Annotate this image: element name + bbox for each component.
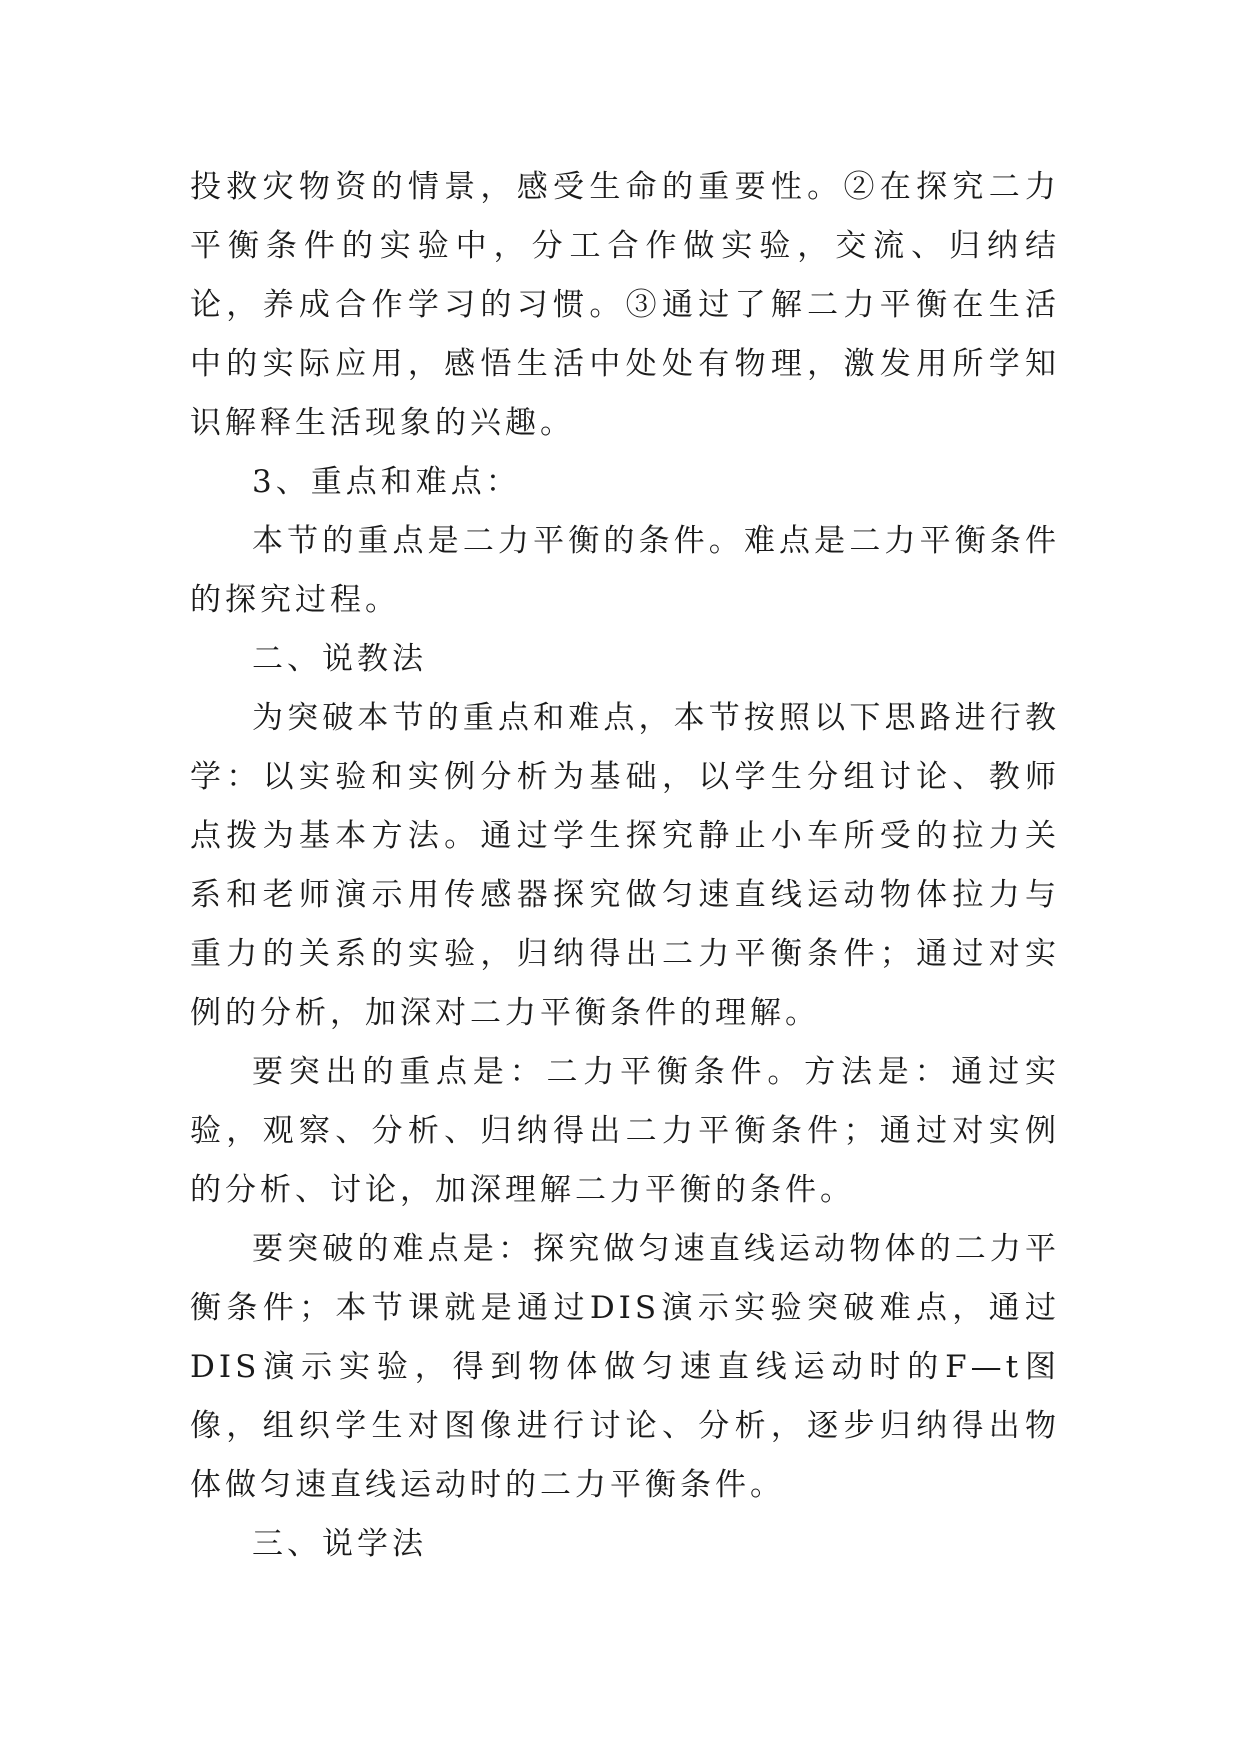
paragraph-emphasis: 要突出的重点是：二力平衡条件。方法是：通过实验，观察、分析、归纳得出二力平衡条件；通过对实例的分析、讨论，加深理解二力平衡的条件。 (190, 1054, 1060, 1208)
heading-teaching-method: 二、说教法 (252, 641, 427, 677)
paragraph-difficulty: 要突破的难点是：探究做匀速直线运动物体的二力平衡条件；本节课就是通过DIS演示实验突破难点，通过DIS演示实验，得到物体做匀速直线运动时的F—t图像，组织学生对图像进行讨论、分析，逐步归纳得出物体做匀速直线运动时的二力平衡条件。 (190, 1231, 1060, 1503)
document-body (190, 158, 1060, 1574)
paragraph-key-points: 本节的重点是二力平衡的条件。难点是二力平衡条件的探究过程。 (190, 523, 1060, 618)
heading-learning-method: 三、说学法 (252, 1526, 427, 1562)
paragraph-1: 投救灾物资的情景，感受生命的重要性。②在探究二力平衡条件的实验中，分工合作做实验，交流、归纳结论，养成合作学习的习惯。③通过了解二力平衡在生活中的实际应用，感悟生活中处处有物理，激发用所学知识解释生活现象的兴趣。 (190, 169, 1060, 441)
paragraph-teaching-method: 为突破本节的重点和难点，本节按照以下思路进行教学：以实验和实例分析为基础，以学生分组讨论、教师点拨为基本方法。通过学生探究静止小车所受的拉力关系和老师演示用传感器探究做匀速直线运动物体拉力与重力的关系的实验，归纳得出二力平衡条件；通过对实例的分析，加深对二力平衡条件的理解。 (190, 700, 1060, 1031)
heading-key-points: 3、重点和难点： (252, 464, 521, 500)
